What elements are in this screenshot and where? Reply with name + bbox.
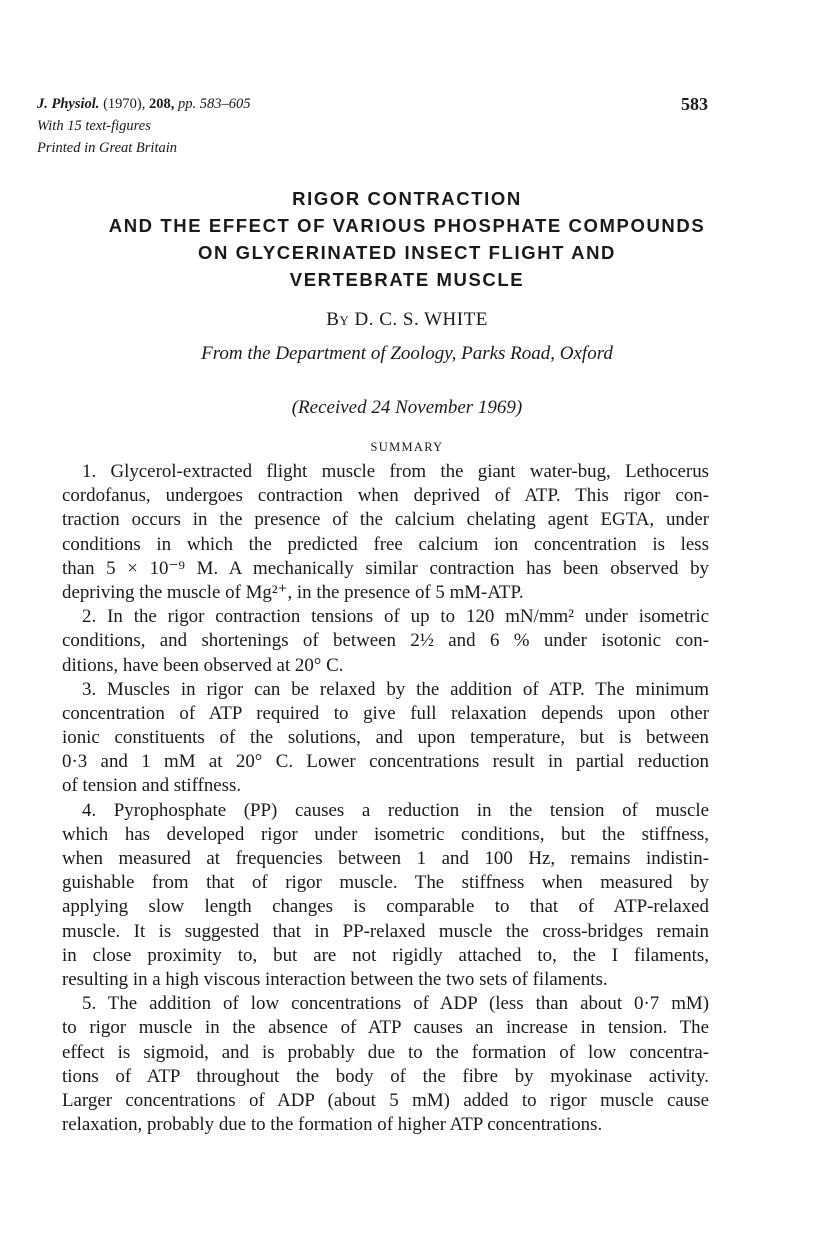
summary-line: muscle. It is suggested that in PP-relaxed muscle the cross-bridges remain bbox=[62, 920, 709, 942]
summary-line: Larger concentrations of ADP (about 5 mM) added to rigor muscle cause bbox=[62, 1089, 709, 1111]
summary-line: 5. The addition of low concentrations of ADP (less than about 0·7 mM) bbox=[82, 993, 709, 1015]
summary-line: conditions in which the predicted free calcium ion concentration is less bbox=[62, 533, 709, 555]
article-title bbox=[40, 185, 774, 293]
journal-header bbox=[37, 93, 437, 159]
summary-line: depriving the muscle of Mg²⁺, in the presence of 5 mM-ATP. bbox=[62, 581, 524, 603]
received-date: (Received 24 November 1969) bbox=[291, 397, 523, 418]
summary-line: ditions, have been observed at 20° C. bbox=[62, 654, 344, 676]
title-line: RIGOR CONTRACTION bbox=[292, 188, 522, 209]
journal-year: (1970), bbox=[103, 96, 146, 112]
byline-prefix: By bbox=[326, 309, 350, 330]
journal-name: J. Physiol. bbox=[37, 96, 100, 112]
summary-line: 3. Muscles in rigor can be relaxed by the addition of ATP. The minimum bbox=[82, 678, 709, 700]
summary-line: conditions, and shortenings of between 2½ and 6 % under isotonic con- bbox=[62, 630, 709, 652]
summary-line: tions of ATP throughout the body of the fibre by myokinase activity. bbox=[62, 1065, 709, 1087]
summary-line: 2. In the rigor contraction tensions of up to 120 mN/mm² under isometric bbox=[82, 606, 709, 628]
summary-line: applying slow length changes is comparable to that of ATP-relaxed bbox=[62, 896, 709, 918]
journal-pages: pp. 583–605 bbox=[177, 96, 251, 112]
page-number: 583 bbox=[681, 94, 708, 114]
summary-line: to rigor muscle in the absence of ATP causes an increase in tension. The bbox=[62, 1017, 709, 1039]
summary-line: relaxation, probably due to the formation of higher ATP concentrations. bbox=[62, 1114, 603, 1136]
summary-line: 1. Glycerol-extracted flight muscle from the giant water-bug, Lethocerus bbox=[82, 461, 709, 482]
summary-line: in close proximity to, but are not rigidly attached to, the I filaments, bbox=[62, 944, 709, 966]
author-name: D. C. S. WHITE bbox=[354, 309, 488, 330]
journal-volume: 208, bbox=[148, 96, 175, 112]
summary-line: ionic constituents of the solutions, and upon temperature, but is between bbox=[62, 727, 709, 749]
section-heading: SUMMARY bbox=[370, 440, 444, 454]
summary-line: cordofanus, undergoes contraction when deprived of ATP. This rigor con- bbox=[62, 485, 709, 507]
title-line: VERTEBRATE MUSCLE bbox=[289, 269, 525, 290]
summary-line: traction occurs in the presence of the calcium chelating agent EGTA, under bbox=[62, 509, 709, 531]
figure-count: With 15 text-figures bbox=[37, 118, 151, 134]
summary-line: 0·3 and 1 mM at 20° C. Lower concentrations result in partial reduction bbox=[62, 751, 709, 773]
summary-line: concentration of ATP required to give full relaxation depends upon other bbox=[62, 702, 709, 724]
printed-location: Printed in Great Britain bbox=[37, 140, 178, 156]
summary-line: than 5 × 10⁻⁹ M. A mechanically similar contraction has been observed by bbox=[62, 557, 709, 579]
author-byline bbox=[40, 309, 774, 331]
summary-line: when measured at frequencies between 1 and 100 Hz, remains indistin- bbox=[62, 848, 709, 869]
summary-line: which has developed rigor under isometric conditions, but the stiffness, bbox=[62, 823, 709, 845]
summary-line: of tension and stiffness. bbox=[62, 775, 242, 797]
journal-citation bbox=[37, 93, 437, 115]
summary-body bbox=[62, 460, 709, 1137]
summary-line: guishable from that of rigor muscle. The stiffness when measured by bbox=[62, 872, 709, 894]
author-affiliation: From the Department of Zoology, Parks Road, Oxford bbox=[201, 343, 613, 364]
summary-line: effect is sigmoid, and is probably due to the formation of low concentra- bbox=[62, 1041, 709, 1063]
summary-line: resulting in a high viscous interaction between the two sets of filaments. bbox=[62, 968, 608, 990]
title-line: AND THE EFFECT OF VARIOUS PHOSPHATE COMPOUNDS bbox=[108, 215, 706, 236]
title-line: ON GLYCERINATED INSECT FLIGHT AND bbox=[197, 242, 616, 263]
summary-line: 4. Pyrophosphate (PP) causes a reduction in the tension of muscle bbox=[82, 799, 709, 821]
